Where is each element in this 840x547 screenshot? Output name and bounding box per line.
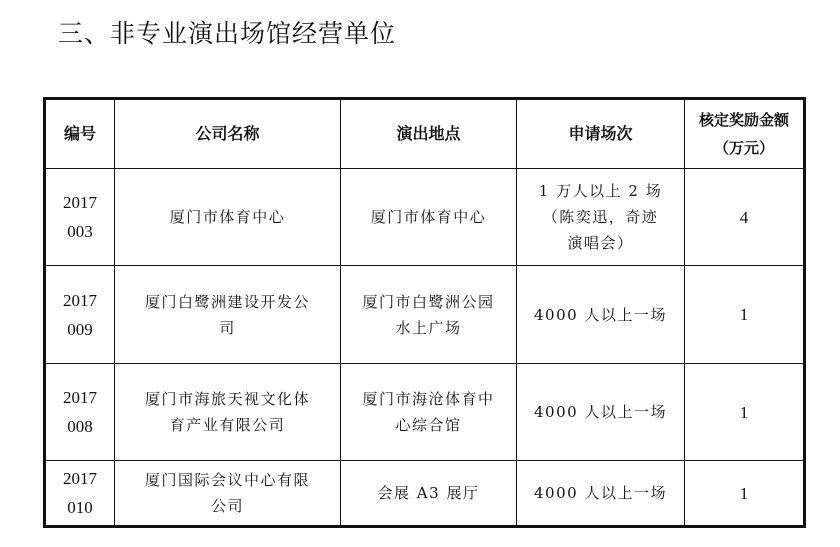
cell-company-text: 厦门市海旅天视文化体 育产业有限公司 [144, 390, 310, 434]
cell-sessions [517, 364, 685, 461]
cell-award [685, 266, 805, 364]
cell-venue-text: 厦门市体育中心 [370, 208, 487, 226]
cell-number [45, 364, 115, 461]
cell-award-text: 4 [739, 207, 749, 227]
cell-number-text: 2017 010 [63, 469, 97, 517]
table-row [45, 461, 805, 527]
cell-venue [341, 364, 517, 461]
header-award: 核定奖励金额（万元） [685, 99, 805, 169]
header-company: 公司名称 [115, 99, 341, 169]
cell-number-text: 2017 003 [63, 193, 97, 241]
cell-venue-text: 会展 A3 展厅 [377, 484, 480, 502]
section-heading: 三、非专业演出场馆经营单位 [58, 19, 397, 48]
cell-company-text: 厦门白鹭洲建设开发公 司 [144, 292, 310, 337]
cell-sessions-text: 4000 人以上一场 [534, 484, 667, 502]
cell-venue [341, 266, 517, 364]
cell-award [685, 364, 805, 461]
cell-award-text: 1 [739, 483, 749, 503]
cell-venue-text: 厦门市白鹭洲公园 水上广场 [362, 292, 495, 337]
cell-sessions [517, 169, 685, 266]
cell-sessions [517, 266, 685, 364]
cell-venue [341, 461, 517, 527]
header-venue: 演出地点 [341, 99, 517, 169]
cell-number-text: 2017 008 [63, 388, 97, 436]
cell-number-text: 2017 009 [63, 290, 97, 339]
cell-company [115, 169, 341, 266]
cell-company [115, 461, 341, 527]
cell-award [685, 461, 805, 527]
cell-award-text: 1 [739, 305, 749, 324]
cell-company-text: 厦门国际会议中心有限 公司 [144, 471, 310, 515]
cell-sessions-text: 4000 人以上一场 [534, 403, 667, 421]
cell-company-text: 厦门市体育中心 [169, 208, 286, 226]
table-row [45, 169, 805, 266]
header-sessions: 申请场次 [517, 99, 685, 169]
cell-venue-text: 厦门市海沧体育中 心综合馆 [362, 390, 495, 434]
venue-award-table [43, 97, 806, 528]
cell-number [45, 169, 115, 266]
cell-number [45, 461, 115, 527]
table-row [45, 364, 805, 461]
cell-sessions-text: 1 万人以上 2 场 （陈奕迅，奇迹 演唱会） [538, 182, 663, 252]
cell-company [115, 364, 341, 461]
cell-award-text: 1 [739, 402, 749, 422]
cell-venue [341, 169, 517, 266]
cell-award [685, 169, 805, 266]
cell-company [115, 266, 341, 364]
table-header-row [45, 99, 805, 169]
header-number: 编号 [45, 99, 115, 169]
cell-sessions-text: 4000 人以上一场 [534, 305, 667, 324]
cell-sessions [517, 461, 685, 527]
table-row [45, 266, 805, 364]
cell-number [45, 266, 115, 364]
